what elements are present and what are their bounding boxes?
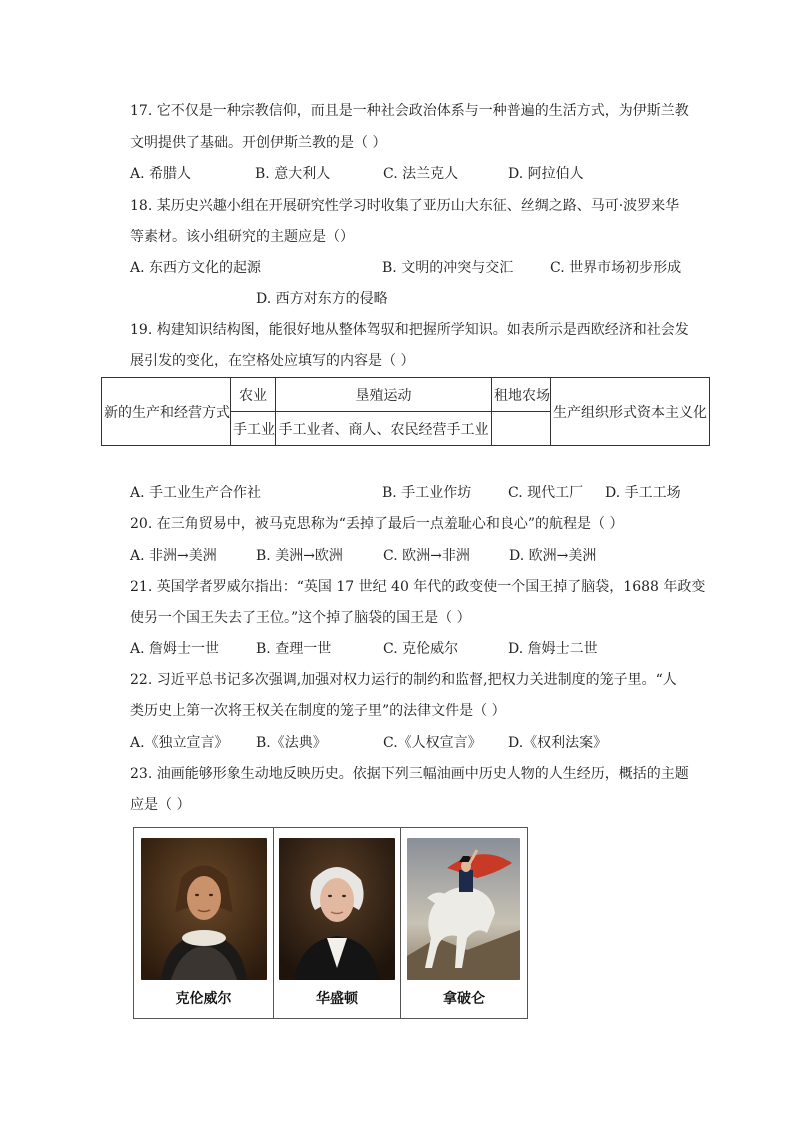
q23-stem-line1: 23. 油画能够形象生动地反映历史。依据下列三幅油画中历史人物的人生经历，概括的主题 xyxy=(130,766,689,782)
washington-portrait xyxy=(279,838,395,980)
table-cell-handicraft-operators: 手工业者、商人、农民经营手工业 xyxy=(276,412,492,446)
table-cell-blank[interactable] xyxy=(492,412,551,446)
q21-option-d[interactable]: D. 詹姆士二世 xyxy=(508,641,598,657)
q19-stem-line2: 展引发的变化，在空格处应填写的内容是（ ） xyxy=(130,353,415,369)
q19-option-a[interactable]: A. 手工业生产合作社 xyxy=(130,485,262,501)
portrait-cell-cromwell xyxy=(134,828,274,1018)
q19-option-c[interactable]: C. 现代工厂 xyxy=(508,485,584,501)
q19-structure-table xyxy=(101,377,710,446)
q19-option-b[interactable]: B. 手工业作坊 xyxy=(382,485,472,501)
table-row-header: 新的生产和经营方式 xyxy=(102,378,231,446)
cromwell-portrait xyxy=(141,838,267,980)
q17-option-a[interactable]: A. 希腊人 xyxy=(130,166,192,182)
q17-stem-line1: 17. 它不仅是一种宗教信仰，而且是一种社会政治体系与一种普遍的生活方式，为伊斯兰教 xyxy=(130,103,689,119)
q21-option-c[interactable]: C. 克伦威尔 xyxy=(383,641,459,657)
table-cell-reclamation: 垦殖运动 xyxy=(276,378,492,412)
q21-stem-line1: 21. 英国学者罗威尔指出：“英国 17 世纪 40 年代的政变使一个国王掉了脑袋，1688 年政变 xyxy=(130,579,706,595)
q22-option-b[interactable]: B.《法典》 xyxy=(256,735,327,751)
q17-option-c[interactable]: C. 法兰克人 xyxy=(383,166,459,182)
q20-stem-line1: 20. 在三角贸易中，被马克思称为“丢掉了最后一点羞耻心和良心”的航程是（ ） xyxy=(130,516,624,532)
table-cell-tenant-farm: 租地农场 xyxy=(492,378,551,412)
q18-option-c[interactable]: C. 世界市场初步形成 xyxy=(550,260,682,276)
q22-stem-line2: 类历史上第一次将王权关在制度的笼子里”的法律文件是（ ） xyxy=(130,703,506,719)
q20-option-d[interactable]: D. 欧洲→美洲 xyxy=(509,548,597,564)
caption-cromwell: 克伦威尔 xyxy=(175,991,232,1007)
q18-stem-line1: 18. 某历史兴趣小组在开展研究性学习时收集了亚历山大东征、丝绸之路、马可·波罗来华 xyxy=(130,198,680,214)
napoleon-crossing-alps-painting xyxy=(407,838,520,980)
q18-stem-line2: 等素材。该小组研究的主题应是（） xyxy=(130,229,354,245)
q22-option-d[interactable]: D.《权利法案》 xyxy=(508,735,608,751)
q18-option-a[interactable]: A. 东西方文化的起源 xyxy=(130,260,262,276)
q20-option-a[interactable]: A. 非洲→美洲 xyxy=(130,548,217,564)
q18-option-d[interactable]: D. 西方对东方的侵略 xyxy=(256,291,388,307)
q21-stem-line2: 使另一个国王失去了王位。”这个掉了脑袋的国王是（ ） xyxy=(130,610,471,626)
caption-washington: 华盛顿 xyxy=(316,991,358,1007)
caption-napoleon: 拿破仑 xyxy=(443,991,485,1007)
q21-option-a[interactable]: A. 詹姆士一世 xyxy=(130,641,220,657)
q22-stem-line1: 22. 习近平总书记多次强调,加强对权力运行的制约和监督,把权力关进制度的笼子里。“人 xyxy=(130,672,677,688)
q22-option-a[interactable]: A.《独立宣言》 xyxy=(130,735,229,751)
q19-option-d[interactable]: D. 手工工场 xyxy=(605,485,681,501)
q17-option-d[interactable]: D. 阿拉伯人 xyxy=(508,166,584,182)
table-cell-handicraft: 手工业 xyxy=(231,412,276,446)
q20-option-c[interactable]: C. 欧洲→非洲 xyxy=(383,548,470,564)
q17-stem-line2: 文明提供了基础。开创伊斯兰教的是（ ） xyxy=(130,135,387,151)
q17-option-b[interactable]: B. 意大利人 xyxy=(255,166,331,182)
q22-option-c[interactable]: C.《人权宣言》 xyxy=(383,735,482,751)
q19-stem-line1: 19. 构建知识结构图，能很好地从整体驾驭和把握所学知识。如表所示是西欧经济和社会发 xyxy=(130,322,689,338)
table-cell-result: 生产组织形式资本主义化 xyxy=(551,378,710,446)
q23-stem-line2: 应是（ ） xyxy=(130,797,191,813)
q21-option-b[interactable]: B. 查理一世 xyxy=(256,641,332,657)
table-cell-agriculture: 农业 xyxy=(231,378,276,412)
portrait-cell-napoleon xyxy=(401,828,527,1018)
portrait-gallery xyxy=(133,827,528,1019)
portrait-cell-washington xyxy=(274,828,401,1018)
q18-option-b[interactable]: B. 文明的冲突与交汇 xyxy=(382,260,514,276)
q20-option-b[interactable]: B. 美洲→欧洲 xyxy=(256,548,343,564)
